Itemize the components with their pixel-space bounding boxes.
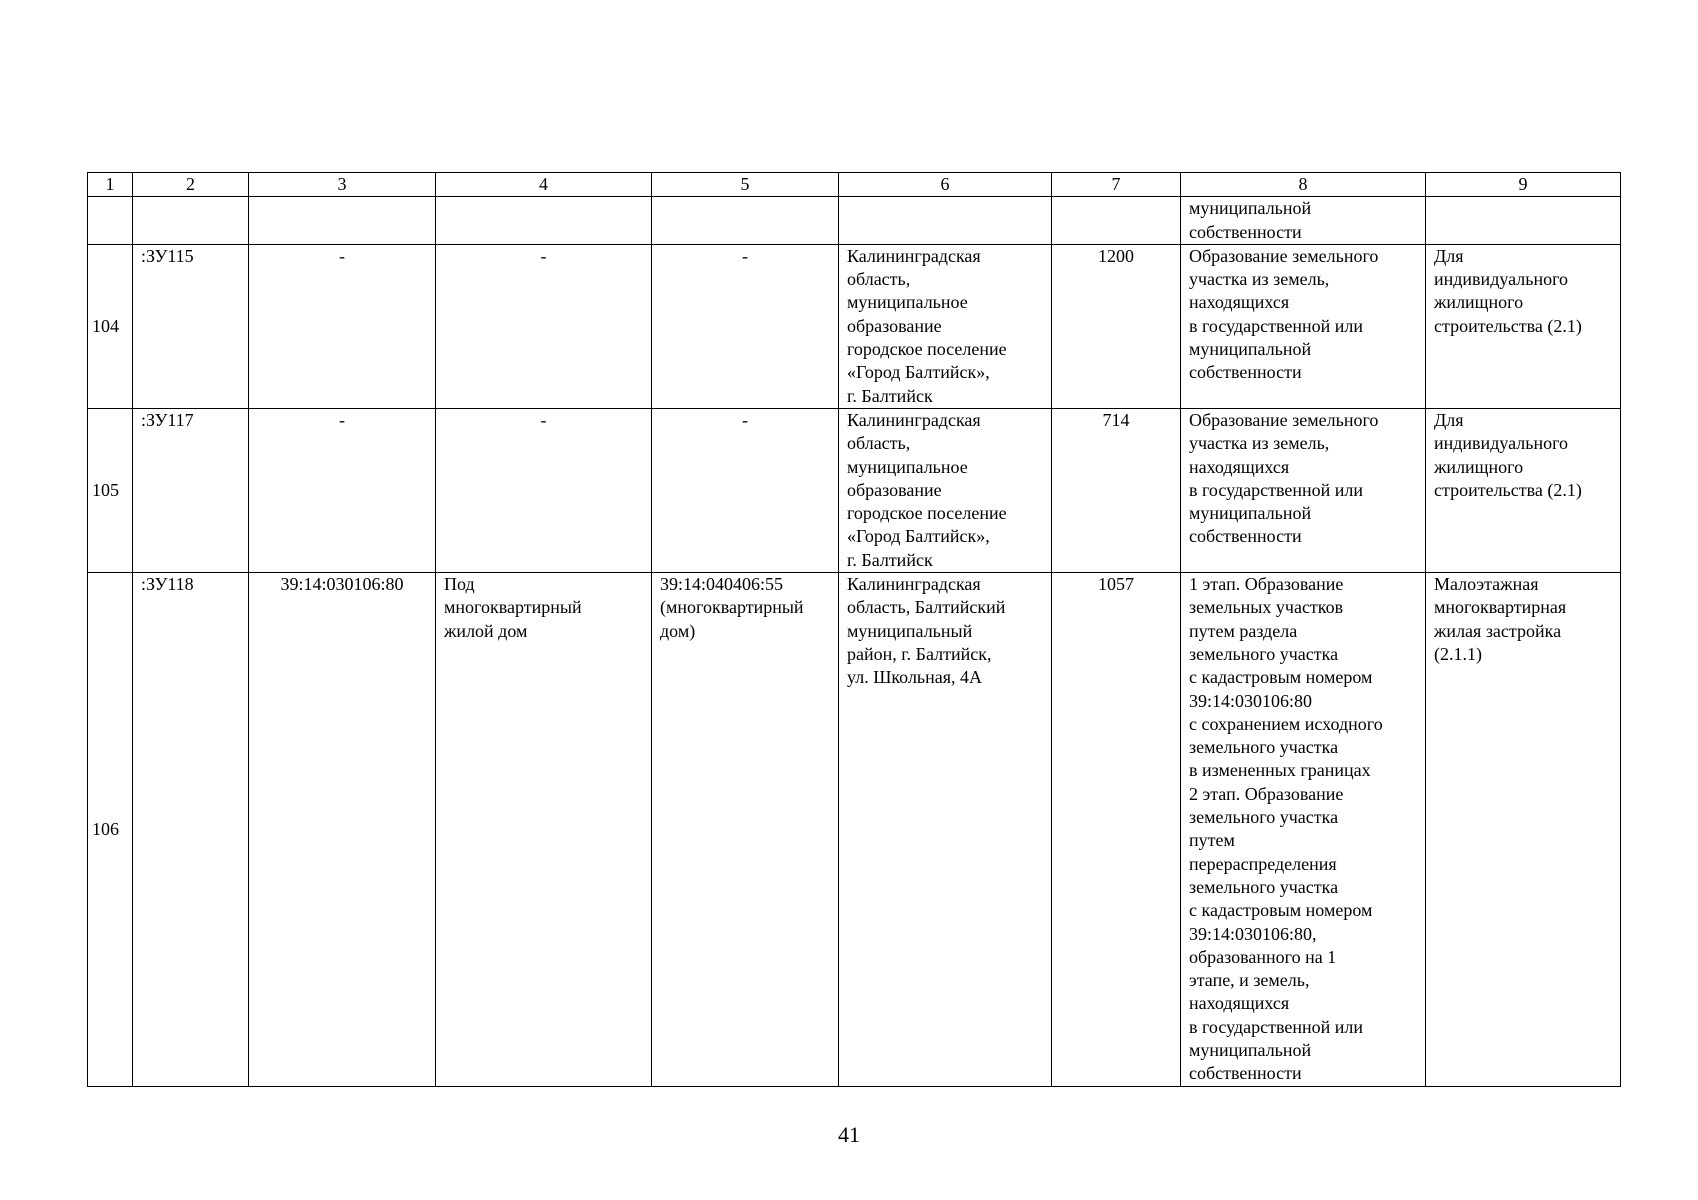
- land-plots-table: [87, 172, 1621, 1087]
- area-cell: 1200: [1052, 244, 1181, 408]
- address-cell: Калининградская область, муниципальное образование городское поселение «Город Балтийск», г. Балтийск: [839, 244, 1052, 408]
- permitted-use-cell: -: [436, 244, 652, 408]
- address-cell: [839, 197, 1052, 245]
- permitted-use-cell: -: [436, 408, 652, 572]
- column-header-5: 5: [652, 173, 839, 197]
- page-number: 41: [838, 1122, 860, 1147]
- building-cadastral-cell: -: [652, 244, 839, 408]
- table-row-106: [88, 573, 1621, 1087]
- plot-designation-cell: [133, 197, 249, 245]
- column-header-3: 3: [249, 173, 436, 197]
- planned-use-cell: Малоэтажная многоквартирная жилая застройка (2.1.1): [1426, 573, 1621, 1087]
- planned-use-cell: [1426, 197, 1621, 245]
- table-row-104: [88, 244, 1621, 408]
- row-number: 105: [88, 408, 133, 572]
- formation-method-cell: муниципальной собственности: [1181, 197, 1426, 245]
- plot-designation-cell: :ЗУ118: [133, 573, 249, 1087]
- row-number: 106: [88, 573, 133, 1087]
- column-header-8: 8: [1181, 173, 1426, 197]
- cadastral-number-cell: -: [249, 244, 436, 408]
- column-header-4: 4: [436, 173, 652, 197]
- permitted-use-cell: Под многоквартирный жилой дом: [436, 573, 652, 1087]
- address-cell: Калининградская область, муниципальное образование городское поселение «Город Балтийск», г. Балтийск: [839, 408, 1052, 572]
- table-row-105: [88, 408, 1621, 572]
- column-header-9: 9: [1426, 173, 1621, 197]
- area-cell: 1057: [1052, 573, 1181, 1087]
- plot-designation-cell: :ЗУ117: [133, 408, 249, 572]
- formation-method-cell: Образование земельного участка из земель, находящихся в государственной или муниципальной собственности: [1181, 244, 1426, 408]
- cadastral-number-cell: 39:14:030106:80: [249, 573, 436, 1087]
- table-row-continuation: [88, 197, 1621, 245]
- building-cadastral-cell: -: [652, 408, 839, 572]
- planned-use-cell: Для индивидуального жилищного строительства (2.1): [1426, 408, 1621, 572]
- address-cell: Калининградская область, Балтийский муниципальный район, г. Балтийск, ул. Школьная, 4А: [839, 573, 1052, 1087]
- cadastral-number-cell: -: [249, 408, 436, 572]
- building-cadastral-cell: [652, 197, 839, 245]
- column-header-1: 1: [88, 173, 133, 197]
- plot-designation-cell: :ЗУ115: [133, 244, 249, 408]
- column-header-2: 2: [133, 173, 249, 197]
- column-header-6: 6: [839, 173, 1052, 197]
- table-header-row: [88, 173, 1621, 197]
- column-header-7: 7: [1052, 173, 1181, 197]
- permitted-use-cell: [436, 197, 652, 245]
- row-number: 104: [88, 244, 133, 408]
- cadastral-number-cell: [249, 197, 436, 245]
- planned-use-cell: Для индивидуального жилищного строительства (2.1): [1426, 244, 1621, 408]
- area-cell: [1052, 197, 1181, 245]
- building-cadastral-cell: 39:14:040406:55 (многоквартирный дом): [652, 573, 839, 1087]
- area-cell: 714: [1052, 408, 1181, 572]
- formation-method-cell: Образование земельного участка из земель, находящихся в государственной или муниципальной собственности: [1181, 408, 1426, 572]
- formation-method-cell: 1 этап. Образование земельных участков путем раздела земельного участка с кадастровым номером 39:14:030106:80 с сохранением исходного земельного участка в измененных границах 2 этап. Образование земельного участка путем перераспределения земельного участка с кадастровым номером 39:14:030106:80, образованного на 1 этапе, и земель, находящихся в государственной или муниципальной собственности: [1181, 573, 1426, 1087]
- row-number: [88, 197, 133, 245]
